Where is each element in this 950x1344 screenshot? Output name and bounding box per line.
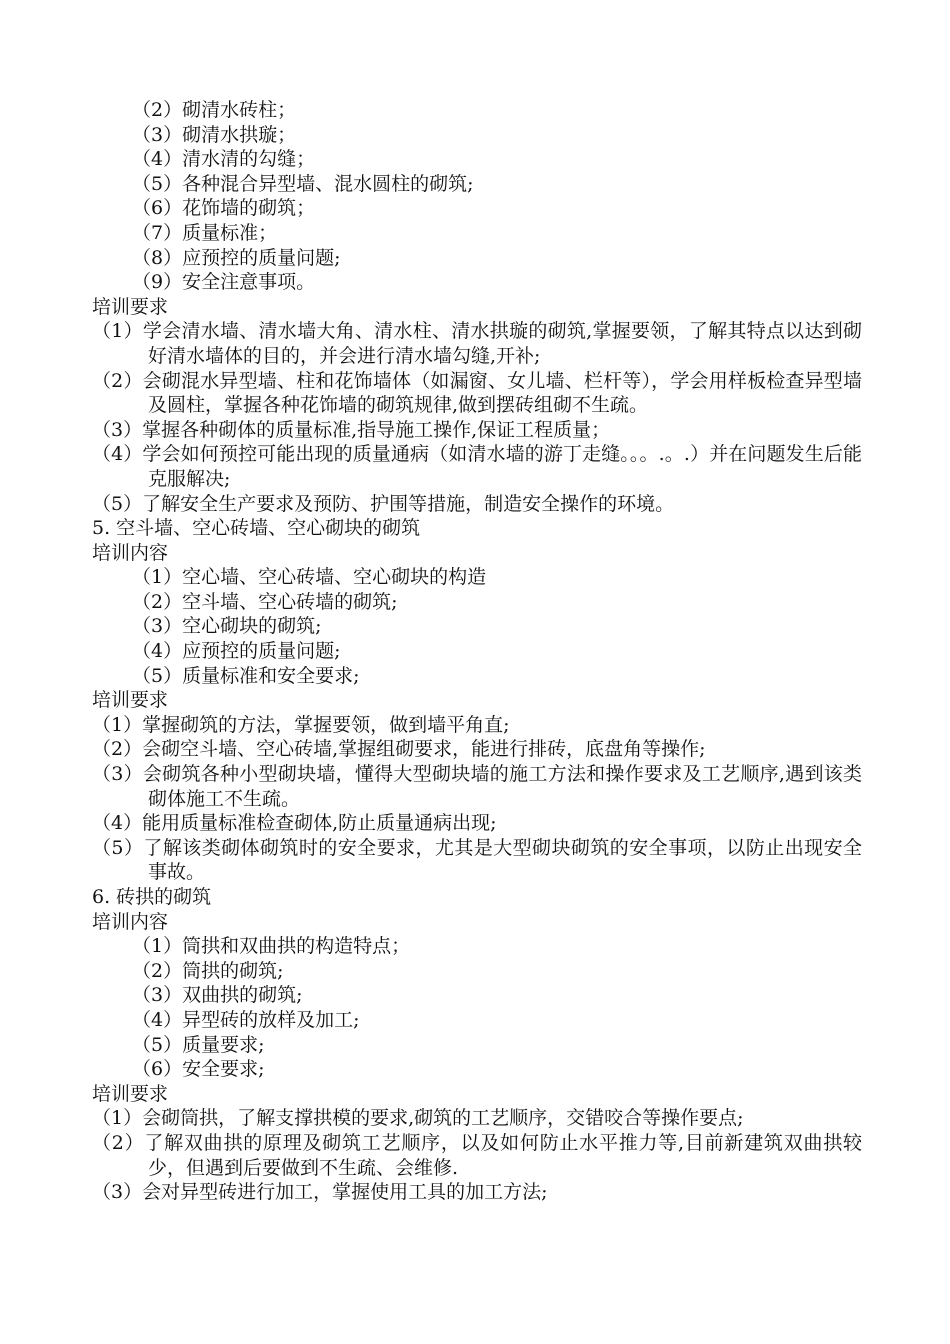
list-item: （2）筒拱的砌筑;	[132, 959, 284, 982]
list-item: （5）了解该类砌体砌筑时的安全要求，尤其是大型砌块砌筑的安全事项，以防止出现安全事故。	[92, 836, 862, 884]
document-body	[92, 98, 862, 1205]
list-item: （3）会砌筑各种小型砌块墙，懂得大型砌块墙的施工方法和操作要求及工艺顺序,遇到该类砌体施工不生疏。	[92, 763, 862, 810]
section-heading: 培训要求	[92, 1082, 169, 1105]
list-item: （1）空心墙、空心砖墙、空心砌块的构造	[132, 566, 487, 589]
section-heading: 6. 砖拱的砌筑	[92, 886, 212, 908]
list-item: （9）安全注意事项。	[132, 271, 316, 294]
list-item: （1）会砌筒拱，了解支撑拱模的要求,砌筑的工艺顺序，交错咬合等操作要点;	[92, 1107, 744, 1130]
section-heading: 培训要求	[92, 689, 169, 712]
list-item: （2）会砌混水异型墙、柱和花饰墙体（如漏窗、女儿墙、栏杆等），学会用样板检查异型墙及圆柱，掌握各种花饰墙的砌筑规律,做到摆砖组砌不生疏。	[92, 369, 862, 417]
list-item: （3）会对异型砖进行加工，掌握使用工具的加工方法;	[92, 1181, 548, 1204]
section-heading: 培训要求	[92, 295, 169, 318]
list-item: （4）应预控的质量问题;	[132, 640, 341, 663]
list-item: （4）学会如何预控可能出现的质量通病（如清水墙的游丁走缝。。。.。.）并在问题发生后能克服解决;	[92, 443, 862, 490]
list-item: （5）质量要求;	[132, 1033, 265, 1056]
list-item: （8）应预控的质量问题;	[132, 246, 341, 269]
list-item: （5）质量标准和安全要求;	[132, 664, 360, 687]
section-heading: 培训内容	[92, 541, 169, 564]
list-item: （2）砌清水砖柱；	[132, 99, 297, 121]
list-item: （7）质量标准；	[132, 221, 278, 244]
list-item: （4）能用质量标准检查砌体,防止质量通病出现;	[92, 812, 497, 835]
list-item: （4）异型砖的放样及加工;	[132, 1008, 360, 1031]
list-item: （5）了解安全生产要求及预防、护围等措施，制造安全操作的环境。	[92, 492, 675, 515]
list-item: （3）砌清水拱璇；	[132, 123, 297, 146]
list-item: （1）学会清水墙、清水墙大角、清水柱、清水拱璇的砌筑,掌握要领，了解其特点以达到砌好清水墙体的目的，并会进行清水墙勾缝,开补;	[92, 320, 862, 367]
list-item: （2）了解双曲拱的原理及砌筑工艺顺序，以及如何防止水平推力等,目前新建筑双曲拱较少，但遇到后要做到不生疏、会维修.	[92, 1131, 862, 1179]
section-heading: 5. 空斗墙、空心砖墙、空心砌块的砌筑	[92, 517, 421, 540]
list-item: （1）掌握砌筑的方法，掌握要领，做到墙平角直;	[92, 713, 510, 736]
list-item: （2）会砌空斗墙、空心砖墙,掌握组砌要求，能进行排砖，底盘角等操作;	[92, 738, 706, 761]
list-item: （6）花饰墙的砌筑；	[132, 197, 316, 220]
list-item: （6）安全要求;	[132, 1058, 265, 1081]
list-item: （2）空斗墙、空心砖墙的砌筑;	[132, 590, 398, 613]
list-item: （3）双曲拱的砌筑;	[132, 984, 303, 1007]
list-item: （3）掌握各种砌体的质量标准,指导施工操作,保证工程质量；	[92, 418, 611, 441]
list-item: （1）筒拱和双曲拱的构造特点；	[132, 935, 411, 958]
list-item: （4）清水清的勾缝；	[132, 148, 316, 171]
list-item: （5）各种混合异型墙、混水圆柱的砌筑;	[132, 172, 474, 195]
section-heading: 培训内容	[92, 910, 169, 933]
list-item: （3）空心砌块的砌筑;	[132, 615, 322, 638]
